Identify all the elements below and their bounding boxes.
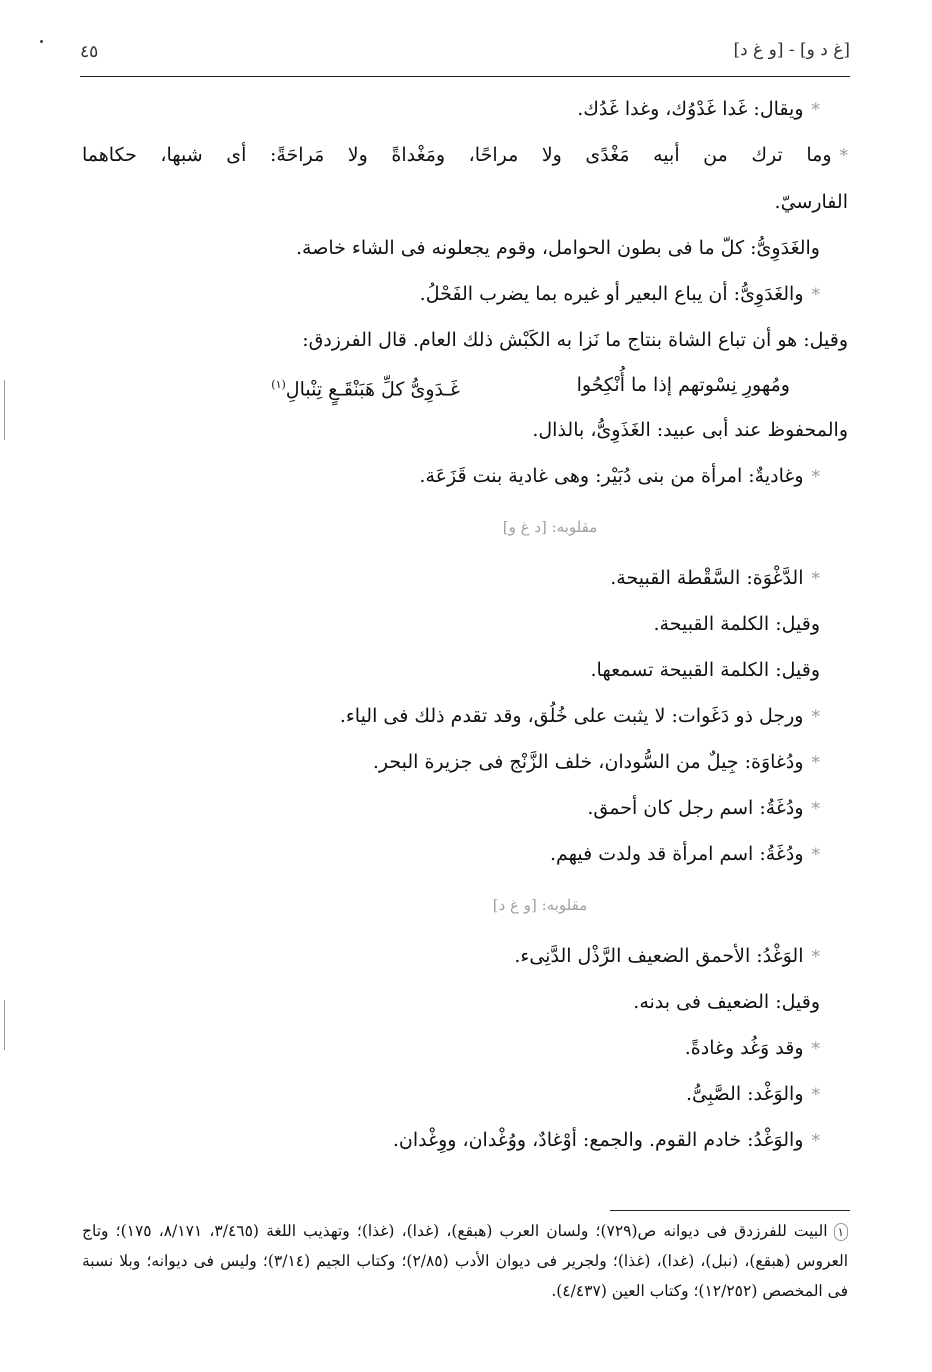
entry-line [82, 1025, 848, 1071]
entry-marker: * [811, 100, 820, 120]
entry-line [82, 785, 848, 831]
entry-text: وقيل: الضعيف فى بدنه. [633, 991, 820, 1013]
header-rule [80, 76, 850, 77]
entry-text: ودُغاوَة: جِيلٌ من السُّودان، خلف الزَّنْج فى جزيرة البحر. [372, 751, 804, 773]
entry-line [82, 979, 848, 1025]
footnote-reference: (١) [271, 378, 286, 391]
entry-text: والغَدَوِىُّ: أن يباع البعير أو غيره بما يضرب الفَحْلُ. [419, 283, 804, 305]
entry-marker: * [811, 707, 820, 727]
entry-marker: * [811, 467, 820, 487]
scan-edge-mark [4, 1000, 5, 1050]
entry-line [82, 86, 848, 132]
entry-line [82, 555, 848, 601]
entry-line [82, 271, 848, 317]
entry-marker: * [811, 1085, 820, 1105]
entry-line [82, 317, 848, 363]
entry-line [82, 601, 848, 647]
entry-text: وقد وَغُد وغادةً. [684, 1037, 804, 1059]
entry-text: وقيل: الكلمة القبيحة. [653, 613, 820, 635]
poetry-verse [82, 363, 848, 407]
entry-line [82, 739, 848, 785]
entry-line [82, 933, 848, 979]
entry-marker: * [811, 285, 820, 305]
footnote [82, 1216, 848, 1306]
entry-text: الوَغْدُ: الأحمق الضعيف الرَّذْل الدَّنِىء. [514, 945, 804, 967]
entry-line [82, 225, 848, 271]
footnote-marker: ١ [834, 1223, 848, 1241]
entry-marker: * [811, 569, 820, 589]
entry-marker: * [811, 1039, 820, 1059]
entry-line [82, 647, 848, 693]
entry-text: وغاديةٌ: امرأة من بنى دُبَيْر: وهى غادية بنت قَزَعَة. [419, 465, 804, 487]
footnote-text: البيت للفرزدق فى ديوانه ص(٧٢٩)؛ ولسان العرب (هبقع)، (غدا)، (غذا)؛ وتهذيب اللغة (٣/٤٦٥، ٨/١٧١، ١٧٥)؛ وتاج العروس (هبقع)، (نبل)، (غدا)، (غذا)؛ ولجرير فى ديوان الأدب (٢/٨٥)؛ وكتاب الجيم (٣/١٤)؛ وليس فى ديوانه؛ وبلا نسبة فى المخصص (١٢/٢٥٢)؛ وكتاب العين (٤/٤٣٧). [82, 1222, 848, 1300]
verse-hemistich-first: ومُهورِ نِسْوتهم إذا ما أُنْكِحُوا [576, 374, 790, 396]
page-number: ٤٥ [80, 42, 99, 62]
entry-text: وقيل: الكلمة القبيحة تسمعها. [590, 659, 820, 681]
entry-line [82, 693, 848, 739]
verse-hemistich-second: غَـدَوِىُّ كلِّ هَبَنْقَـعٍ تِنْبالِ$^{(١)}$ [271, 378, 460, 401]
entry-line-continued [82, 179, 848, 225]
entry-text: وما ترك من أبيه مَغْدًى ولا مراحًا، ومَغْداةً ولا مَراحَةً: أى شبها، حكاهما [82, 144, 832, 166]
footnote-rule [610, 1210, 850, 1211]
scan-edge-mark [4, 380, 5, 440]
margin-dot [40, 40, 43, 43]
page-header [80, 40, 850, 74]
entry-text: ودُغَةُ: اسم رجل كان أحمق. [587, 797, 804, 819]
entry-marker: * [811, 845, 820, 865]
entry-line [82, 1071, 848, 1117]
entry-text: ويقال: غَدا غَدْوُك، وغدا غَدُك. [577, 98, 804, 120]
entry-marker: * [811, 1131, 820, 1151]
entry-text: والغَدَوِىُّ: كلّ ما فى بطون الحوامل، وقوم يجعلونه فى الشاء خاصة. [295, 237, 820, 259]
entry-text: الفارسيّ. [774, 191, 848, 213]
entry-marker: * [839, 146, 848, 166]
entry-marker: * [811, 947, 820, 967]
entry-text: ورجل ذو دَغَوات: لا يثبت على خُلُق، وقد تقدم ذلك فى الياء. [339, 705, 804, 727]
entry-text: الدَّغْوَة: السَّقْطة القبيحة. [610, 567, 804, 589]
entry-line [82, 407, 848, 453]
entry-text: والمحفوظ عند أبى عبيد: الغَذَوِىُّ، بالذال. [532, 419, 848, 441]
entry-text: ودُغَةُ: اسم امرأة قد ولدت فيهم. [549, 843, 804, 865]
entry-marker: * [811, 799, 820, 819]
entry-line [82, 1117, 848, 1163]
entry-line [82, 132, 848, 179]
running-head: [غ د و] - [و غ د] [733, 40, 850, 60]
section-heading-dgw: مقلوبه: [د غ و] [502, 518, 598, 536]
entry-marker: * [811, 753, 820, 773]
section-heading-wghd: مقلوبه: [و غ د] [492, 896, 588, 914]
entry-text: وقيل: هو أن تباع الشاة بنتاج ما نَزا به الكَبْش ذلك العام. قال الفرزدق: [302, 329, 848, 351]
entry-text: والوَغْدُ: خادم القوم. والجمع: أوْغادٌ، ووُغْدان، ووِغْدان. [392, 1129, 804, 1151]
main-text [82, 86, 848, 1163]
entry-text: والوَغْد: الصَّبِىُّ. [685, 1083, 804, 1105]
entry-line [82, 453, 848, 499]
entry-line [82, 831, 848, 877]
